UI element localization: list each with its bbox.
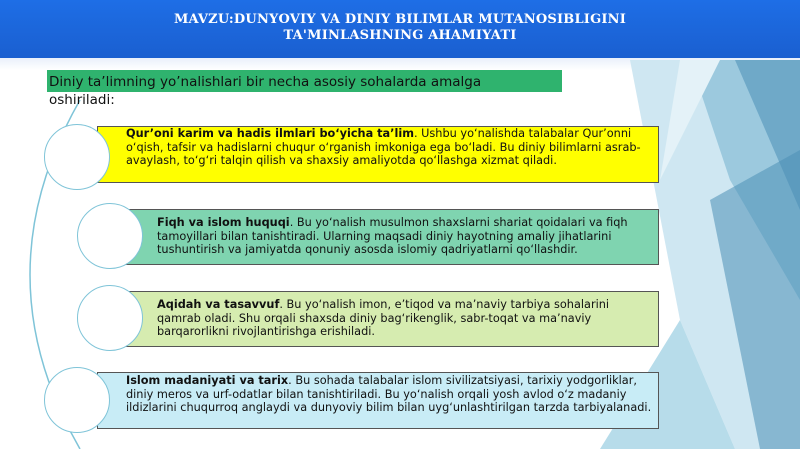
item-circle-3 [77,285,143,351]
item-circle-4 [44,367,110,433]
item-title-1: Qur’oni karim va hadis ilmlari bo‘yicha ta’lim [126,127,414,140]
item-desc-3: . Bu yo‘nalish imon, e’tiqod va ma’naviy tarbiya sohalarini qamrab oladi. Shu orqali shaxsda diniy bag‘rikenglik, sabr-toqat va ma’naviy barqarorlikni rivojlantirishga erishiladi. [157,298,610,339]
item-desc-1: . Ushbu yo‘nalishda talabalar Qur’onni o‘qish, tafsir va hadislarni chuqur o‘rganish imkoniga ega bo‘ladi. Bu diniy bilimlarni asrab-avaylash, to‘g‘ri talqin qilish va shaxsiy amaliyotda qo‘llashga xizmat qiladi. [126,127,641,168]
item-circle-2 [77,203,143,269]
item-title-2: Fiqh va islom huquqi [157,216,290,229]
item-text-3 [157,298,655,339]
slide-title-line2: TA'MINLASHNING AHAMIYATI [283,28,517,43]
item-desc-2: . Bu yo‘nalish musulmon shaxslarni shariat qoidalari va fiqh tamoyillari bilan tanishtiradi. Ularning maqsadi diniy hayotning amaliy jihatlarini tushuntirish va jamiyatda qonuniy asosda islomiy qadriyatlarni qo‘llashdir. [157,216,628,257]
intro-line2: oshiriladi: [49,92,115,108]
item-text-1 [126,127,654,168]
intro-line1: Diniy ta’limning yo’nalishlari bir necha asosiy sohalarda amalga [49,74,482,90]
item-desc-4: . Bu sohada talabalar islom sivilizatsiyasi, tarixiy yodgorliklar, diniy meros va urf-odatlar bilan tanishtiriladi. Bu yo‘nalish orqali yosh avlod o‘z madaniy ildizlarini chuqurroq anglaydi va dunyoviy bilim bilan uyg‘unlashtirilgan tarzda tarbiyalanadi. [126,374,652,415]
item-text-2 [157,216,655,257]
slide-title [0,12,800,44]
item-circle-1 [44,124,110,190]
slide-title-line1: MAVZU:DUNYOVIY VA DINIY BILIMLAR MUTANOSIBLIGINI [173,12,627,27]
intro-text [49,73,569,109]
slide-header [0,0,800,58]
item-title-3: Aqidah va tasavvuf [157,298,280,311]
item-text-4 [126,374,654,415]
item-title-4: Islom madaniyati va tarix [126,374,289,387]
